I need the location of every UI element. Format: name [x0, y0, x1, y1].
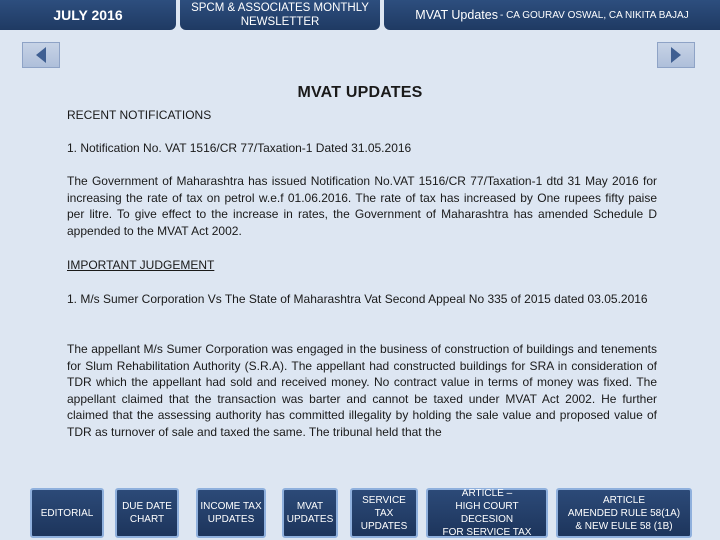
arrow-right-icon — [671, 47, 681, 63]
article-high-court-button[interactable]: ARTICLE – HIGH COURT DECESION FOR SERVICE TAX — [426, 488, 548, 538]
service-tax-updates-button[interactable]: SERVICE TAX UPDATES — [350, 488, 418, 538]
judgement-title: 1. M/s Sumer Corporation Vs The State of Maharashtra Vat Second Appeal No 335 of 2015 dated 03.05.2016 — [67, 292, 648, 306]
arrow-left-icon — [36, 47, 46, 63]
section-authors: - CA GOURAV OSWAL, CA NIKITA BAJAJ — [499, 9, 689, 21]
issue-month: JULY 2016 — [0, 0, 176, 30]
notification-paragraph: The Government of Maharashtra has issued Notification No.VAT 1516/CR 77/Taxation-1 dtd 31 May 2016 for increasing the rate of tax on petrol w.e.f 01.06.2016. The rate of tax has increased by One rupees fifty paise per litre. To give effect to the increase in rates, the Government of Maharashtra has amended Schedule D appended to the MVAT Act 2002. — [67, 174, 657, 238]
firm-name: SPCM & ASSOCIATES MONTHLY NEWSLETTER — [180, 0, 380, 30]
important-judgement-heading: IMPORTANT JUDGEMENT — [67, 258, 215, 272]
income-tax-updates-button[interactable]: INCOME TAX UPDATES — [196, 488, 266, 538]
prev-page-button[interactable] — [22, 42, 60, 68]
judgement-paragraph: The appellant M/s Sumer Corporation was engaged in the business of construction of buildings and tenements for Slum Rehabilitation Authority (S.R.A). The appellant had constructed buildings for SRA in consideration of TDR which the appellant had sold and received money. No contract value in terms of money was fixed. The appellant claimed that the transaction was barter and cannot be taxed under MVAT Act 2002. He further claimed that the assessing authority has committed illegality by holding the sale value and proposed value of TDR as turnover of sale and taxed the same. The tribunal held that the — [67, 342, 657, 439]
header-bar — [0, 0, 720, 34]
recent-notifications-heading: RECENT NOTIFICATIONS — [67, 108, 212, 122]
article-rule-58-button[interactable]: ARTICLE AMENDED RULE 58(1A) & NEW EULE 58 (1B) — [556, 488, 692, 538]
next-page-button[interactable] — [657, 42, 695, 68]
editorial-button[interactable]: EDITORIAL — [30, 488, 104, 538]
due-date-chart-button[interactable]: DUE DATE CHART — [115, 488, 179, 538]
notification-title: 1. Notification No. VAT 1516/CR 77/Taxation-1 Dated 31.05.2016 — [67, 141, 412, 155]
page-title: MVAT UPDATES — [297, 84, 423, 101]
section-title — [384, 0, 720, 30]
mvat-updates-button[interactable]: MVAT UPDATES — [282, 488, 338, 538]
section-title-main: MVAT Updates — [415, 8, 498, 22]
bottom-navigation — [0, 488, 720, 540]
